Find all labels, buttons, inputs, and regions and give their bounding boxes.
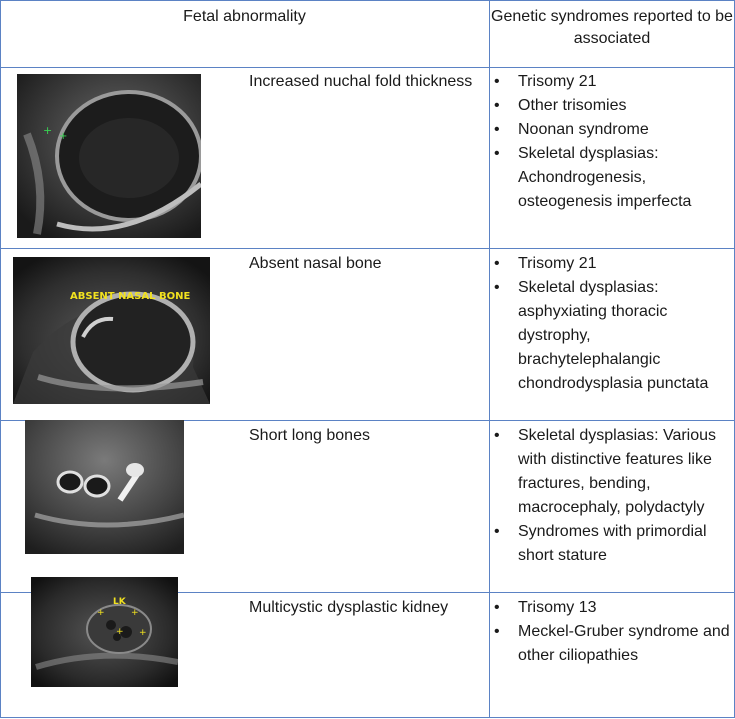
ultrasound-nuchal-fold-image (17, 74, 201, 238)
syndrome-item: • Trisomy 21 (490, 70, 730, 94)
svg-text:+: + (59, 131, 68, 142)
svg-text:+: + (131, 608, 139, 618)
abnormality-nuchal-fold: Increased nuchal fold thickness (249, 73, 473, 90)
svg-text:+: + (139, 628, 147, 638)
row-divider-1 (0, 248, 735, 249)
header-fetal-abnormality: Fetal abnormality (183, 8, 306, 25)
syndrome-item: • Other trisomies (490, 94, 730, 118)
syndrome-item: • Noonan syndrome (490, 118, 730, 142)
syndrome-item: • Skeletal dysplasias: Achondrogenesis, osteogenesis imperfecta (490, 142, 730, 214)
syndrome-list (490, 596, 730, 668)
svg-text:+: + (97, 608, 105, 618)
table-border-bottom (0, 717, 735, 718)
syndrome-list (490, 70, 730, 214)
syndrome-item: • Skeletal dysplasias: Various with distinctive features like fractures, bending, macrocephaly, polydactyly (490, 424, 730, 520)
syndrome-list (490, 252, 730, 396)
syndrome-item: • Skeletal dysplasias: asphyxiating thoracic dystrophy, brachytelephalangic chondrodysplasia punctata (490, 276, 730, 396)
ultrasound-kidney-image (31, 577, 178, 687)
ultrasound-long-bones-image (25, 420, 184, 554)
table-border-top (0, 0, 735, 1)
svg-text:ABSENT NASAL BONE: ABSENT NASAL BONE (70, 291, 191, 302)
table-border-left (0, 0, 1, 718)
syndrome-item: • Trisomy 13 (490, 596, 730, 620)
header-genetic-syndromes: Genetic syndromes reported to be associated (491, 8, 733, 47)
syndrome-item: • Syndromes with primordial short stature (490, 520, 730, 568)
svg-text:+: + (116, 627, 124, 637)
abnormality-nasal-bone: Absent nasal bone (249, 255, 382, 272)
ultrasound-nasal-bone-image (13, 257, 210, 404)
abnormality-short-long-bones: Short long bones (249, 427, 370, 444)
svg-text:+: + (43, 124, 53, 137)
abnormality-multicystic-kidney: Multicystic dysplastic kidney (249, 599, 449, 616)
syndrome-item: • Meckel-Gruber syndrome and other ciliopathies (490, 620, 730, 668)
syndrome-list (490, 424, 730, 568)
row-divider-header (0, 67, 735, 68)
svg-text:LK: LK (113, 597, 126, 607)
syndrome-item: • Trisomy 21 (490, 252, 730, 276)
